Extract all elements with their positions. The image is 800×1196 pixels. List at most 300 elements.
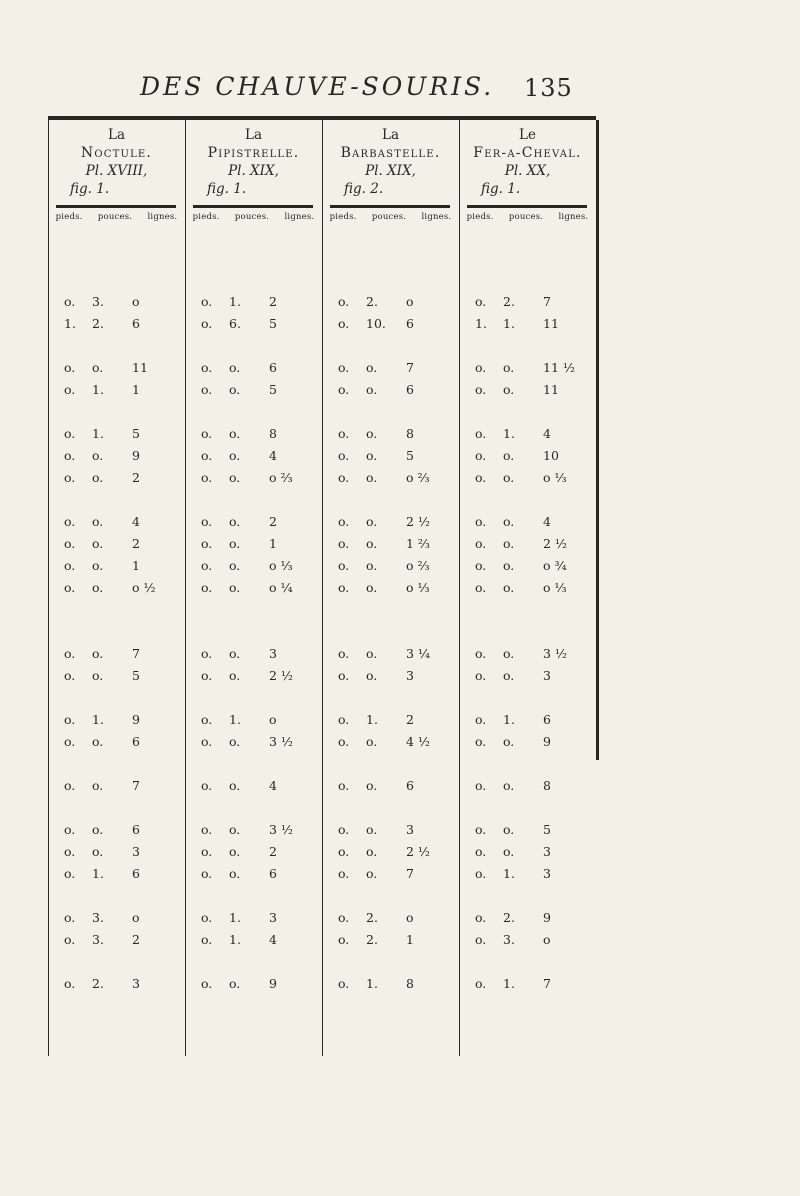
table-cell [459, 578, 596, 600]
pieds-value: o. [475, 448, 487, 463]
pieds-value: o. [201, 778, 213, 793]
table-cell [322, 446, 459, 468]
table-row [48, 974, 596, 996]
pouces-value: o. [503, 844, 515, 859]
pouces-value: o. [229, 426, 241, 441]
table-cell [185, 534, 322, 556]
pieds-value: o. [64, 382, 76, 397]
pieds-value: o. [64, 910, 76, 925]
table-row [48, 710, 596, 732]
pouces-value: 1. [229, 294, 241, 309]
table-cell [459, 710, 596, 732]
lignes-value: o ⅔ [406, 470, 430, 485]
table-row [48, 732, 596, 754]
table-cell [48, 314, 185, 336]
table-cell [48, 732, 185, 754]
table-cell [48, 776, 185, 798]
pouces-value: o. [229, 382, 241, 397]
pieds-value: o. [475, 778, 487, 793]
pouces-value: o. [503, 360, 515, 375]
pouces-value: 3. [503, 932, 515, 947]
pieds-value: o. [64, 294, 76, 309]
pouces-value: o. [229, 668, 241, 683]
pouces-value: o. [503, 470, 515, 485]
lignes-value: o ½ [132, 580, 156, 595]
pieds-value: o. [475, 558, 487, 573]
lignes-value: 9 [543, 734, 551, 749]
table-cell [185, 930, 322, 952]
lignes-value: 8 [406, 976, 414, 991]
pieds-value: o. [201, 822, 213, 837]
lignes-value: 2 ½ [269, 668, 294, 683]
table-cell [322, 534, 459, 556]
lignes-value: 2 [132, 932, 140, 947]
lignes-value: 3 [543, 866, 551, 881]
pieds-value: o. [201, 382, 213, 397]
table-cell [459, 556, 596, 578]
pouces-value: 3. [92, 932, 104, 947]
table-row [48, 292, 596, 314]
column-article: Le [519, 127, 536, 143]
table-cell [48, 710, 185, 732]
lignes-value: 4 [269, 448, 277, 463]
lignes-value: 3 ¼ [406, 646, 431, 661]
pouces-value: o. [503, 822, 515, 837]
pieds-value: o. [338, 514, 350, 529]
table-cell [459, 820, 596, 842]
lignes-value: 8 [543, 778, 551, 793]
lignes-value: 4 [132, 514, 140, 529]
pouces-value: o. [503, 668, 515, 683]
pouces-value: o. [503, 734, 515, 749]
pouces-value: 2. [366, 932, 378, 947]
pieds-value: o. [64, 448, 76, 463]
unit-pieds: pieds. [329, 212, 357, 222]
table-row [48, 644, 596, 666]
pieds-value: o. [475, 712, 487, 727]
lignes-value: 3 [269, 646, 277, 661]
lignes-value: 7 [543, 294, 551, 309]
column-figure: fig. 1. [481, 181, 521, 197]
table-cell [322, 468, 459, 490]
column-head-pipistrelle [185, 126, 322, 198]
lignes-value: 3 [269, 910, 277, 925]
pieds-value: o. [64, 580, 76, 595]
pieds-value: o. [201, 536, 213, 551]
pouces-value: o. [92, 646, 104, 661]
lignes-value: 1 ⅔ [406, 536, 431, 551]
table-cell [185, 424, 322, 446]
unit-lignes: lignes. [558, 212, 589, 222]
pouces-value: o. [503, 646, 515, 661]
pouces-value: 1. [503, 426, 515, 441]
pouces-value: 2. [92, 316, 104, 331]
pieds-value: o. [201, 844, 213, 859]
lignes-value: 5 [543, 822, 551, 837]
pieds-value: o. [64, 668, 76, 683]
table-cell [185, 578, 322, 600]
pieds-value: o. [64, 822, 76, 837]
pieds-value: o. [338, 470, 350, 485]
pieds-value: o. [201, 294, 213, 309]
lignes-value: 8 [406, 426, 414, 441]
pouces-value: o. [229, 844, 241, 859]
lignes-value: 11 [543, 382, 559, 397]
head-rule [193, 205, 313, 208]
pieds-value: o. [338, 646, 350, 661]
pieds-value: o. [64, 844, 76, 859]
lignes-value: 9 [132, 448, 140, 463]
pouces-value: o. [366, 822, 378, 837]
pieds-value: o. [64, 360, 76, 375]
pouces-value: o. [366, 382, 378, 397]
table-cell [48, 820, 185, 842]
table-row [48, 666, 596, 688]
lignes-value: o [269, 712, 277, 727]
pieds-value: o. [338, 910, 350, 925]
pouces-value: 1. [92, 712, 104, 727]
table-row [48, 358, 596, 380]
lignes-value: 3 [132, 976, 140, 991]
table-cell [185, 468, 322, 490]
column-figure: fig. 2. [344, 181, 384, 197]
lignes-value: 6 [406, 778, 414, 793]
pieds-value: o. [64, 536, 76, 551]
pouces-value: 6. [229, 316, 241, 331]
pieds-value: o. [64, 976, 76, 991]
pouces-value: 2. [366, 294, 378, 309]
pieds-value: o. [201, 668, 213, 683]
pieds-value: o. [338, 558, 350, 573]
table-row [48, 314, 596, 336]
lignes-value: 10 [543, 448, 559, 463]
lignes-value: 7 [132, 646, 140, 661]
lignes-value: 11 ½ [543, 360, 575, 375]
unit-labels [459, 212, 596, 222]
pieds-value: o. [201, 712, 213, 727]
column-plate: Pl. XIX, [365, 163, 416, 179]
pouces-value: o. [229, 734, 241, 749]
lignes-value: 3 [543, 844, 551, 859]
table-cell [48, 292, 185, 314]
pouces-value: o. [366, 448, 378, 463]
pieds-value: o. [338, 580, 350, 595]
running-head: DES CHAUVE-SOURIS. [140, 72, 495, 101]
table-cell [322, 358, 459, 380]
table-row [48, 556, 596, 578]
pieds-value: o. [475, 580, 487, 595]
pouces-value: o. [366, 778, 378, 793]
lignes-value: 4 [269, 932, 277, 947]
table-row [48, 468, 596, 490]
pieds-value: o. [475, 294, 487, 309]
pieds-value: o. [475, 470, 487, 485]
lignes-value: 6 [406, 382, 414, 397]
pouces-value: o. [229, 360, 241, 375]
pieds-value: o. [201, 580, 213, 595]
table-row [48, 534, 596, 556]
table-cell [322, 930, 459, 952]
table-cell [48, 556, 185, 578]
pouces-value: o. [229, 646, 241, 661]
table-cell [459, 974, 596, 996]
pouces-value: o. [229, 778, 241, 793]
pouces-value: o. [503, 382, 515, 397]
column-plate: Pl. XX, [504, 163, 551, 179]
unit-lignes: lignes. [284, 212, 315, 222]
pouces-value: o. [229, 822, 241, 837]
table-cell [322, 842, 459, 864]
table-cell [48, 908, 185, 930]
lignes-value: o ⅓ [406, 580, 430, 595]
lignes-value: 9 [269, 976, 277, 991]
pieds-value: o. [64, 646, 76, 661]
table-row [48, 908, 596, 930]
pouces-value: o. [92, 668, 104, 683]
pouces-value: o. [366, 844, 378, 859]
lignes-value: 5 [132, 668, 140, 683]
lignes-value: 6 [406, 316, 414, 331]
pouces-value: o. [366, 514, 378, 529]
pieds-value: o. [64, 932, 76, 947]
lignes-value: 2 [406, 712, 414, 727]
pouces-value: o. [366, 536, 378, 551]
pouces-value: 2. [503, 294, 515, 309]
lignes-value: 5 [269, 316, 277, 331]
pouces-value: o. [366, 866, 378, 881]
pieds-value: o. [475, 932, 487, 947]
pouces-value: o. [503, 448, 515, 463]
pouces-value: o. [503, 778, 515, 793]
pieds-value: o. [338, 536, 350, 551]
column-species: Pipistrelle. [207, 145, 300, 161]
pouces-value: o. [92, 778, 104, 793]
pouces-value: o. [92, 580, 104, 595]
pouces-value: o. [229, 470, 241, 485]
pouces-value: o. [366, 734, 378, 749]
pieds-value: o. [201, 470, 213, 485]
lignes-value: 8 [269, 426, 277, 441]
pieds-value: o. [475, 844, 487, 859]
lignes-value: 9 [543, 910, 551, 925]
lignes-value: 7 [406, 866, 414, 881]
column-species: Noctule. [80, 145, 153, 161]
table-right-rule [596, 120, 599, 760]
unit-pouces: pouces. [371, 212, 407, 222]
pouces-value: 10. [366, 316, 386, 331]
pouces-value: 1. [366, 976, 378, 991]
lignes-value: 2 ½ [543, 536, 568, 551]
pouces-value: 3. [92, 294, 104, 309]
lignes-value: 7 [406, 360, 414, 375]
unit-labels [322, 212, 459, 222]
pieds-value: o. [64, 426, 76, 441]
pouces-value: 1. [229, 910, 241, 925]
table-cell [459, 732, 596, 754]
lignes-value: 3 [132, 844, 140, 859]
unit-pieds: pieds. [192, 212, 220, 222]
unit-labels [48, 212, 185, 222]
pieds-value: o. [64, 514, 76, 529]
pouces-value: o. [503, 580, 515, 595]
lignes-value: o [132, 910, 140, 925]
pouces-value: 2. [92, 976, 104, 991]
table-row [48, 512, 596, 534]
pouces-value: o. [229, 866, 241, 881]
lignes-value: 2 [269, 294, 277, 309]
pouces-value: o. [366, 470, 378, 485]
table-cell [185, 512, 322, 534]
pieds-value: o. [64, 558, 76, 573]
pouces-value: o. [92, 822, 104, 837]
pieds-value: o. [475, 426, 487, 441]
table-cell [185, 842, 322, 864]
lignes-value: o ⅓ [543, 580, 567, 595]
pouces-value: 1. [92, 866, 104, 881]
pieds-value: o. [64, 470, 76, 485]
table-cell [459, 666, 596, 688]
table-cell [185, 908, 322, 930]
lignes-value: 1 [406, 932, 414, 947]
table-cell [322, 776, 459, 798]
table-row [48, 446, 596, 468]
table-cell [459, 864, 596, 886]
pieds-value: o. [338, 866, 350, 881]
pouces-value: 1. [366, 712, 378, 727]
pouces-value: o. [503, 536, 515, 551]
lignes-value: o [406, 294, 414, 309]
pieds-value: o. [338, 844, 350, 859]
pouces-value: o. [229, 536, 241, 551]
pieds-value: 1. [475, 316, 487, 331]
table-cell [185, 820, 322, 842]
pieds-value: o. [475, 514, 487, 529]
table-cell [185, 380, 322, 402]
table-cell [459, 776, 596, 798]
table-cell [459, 842, 596, 864]
table-cell [48, 864, 185, 886]
lignes-value: o [132, 294, 140, 309]
pouces-value: o. [92, 844, 104, 859]
pieds-value: o. [338, 668, 350, 683]
table-cell [459, 930, 596, 952]
pieds-value: o. [201, 976, 213, 991]
pieds-value: o. [338, 360, 350, 375]
lignes-value: 7 [543, 976, 551, 991]
pieds-value: o. [201, 514, 213, 529]
table-cell [185, 314, 322, 336]
pouces-value: o. [503, 514, 515, 529]
column-figure: fig. 1. [207, 181, 247, 197]
pieds-value: o. [64, 712, 76, 727]
pouces-value: o. [366, 668, 378, 683]
lignes-value: o ⅔ [269, 470, 293, 485]
lignes-value: 11 [543, 316, 559, 331]
pieds-value: o. [338, 734, 350, 749]
pouces-value: o. [92, 734, 104, 749]
lignes-value: 2 ½ [406, 844, 431, 859]
table-cell [322, 292, 459, 314]
pouces-value: o. [366, 426, 378, 441]
table-cell [322, 578, 459, 600]
pieds-value: o. [475, 382, 487, 397]
pieds-value: o. [475, 646, 487, 661]
lignes-value: 3 [406, 822, 414, 837]
pouces-value: o. [366, 580, 378, 595]
lignes-value: o [406, 910, 414, 925]
table-cell [185, 732, 322, 754]
table-cell [185, 358, 322, 380]
lignes-value: 3 [543, 668, 551, 683]
pouces-value: o. [92, 536, 104, 551]
pouces-value: o. [366, 360, 378, 375]
table-cell [322, 424, 459, 446]
pieds-value: o. [201, 646, 213, 661]
pieds-value: o. [64, 778, 76, 793]
pouces-value: o. [229, 558, 241, 573]
pieds-value: o. [475, 360, 487, 375]
head-rule [56, 205, 176, 208]
column-plate: Pl. XIX, [228, 163, 279, 179]
pieds-value: o. [338, 382, 350, 397]
pouces-value: o. [92, 448, 104, 463]
table-cell [459, 468, 596, 490]
lignes-value: 4 ½ [406, 734, 431, 749]
lignes-value: 5 [132, 426, 140, 441]
pouces-value: 1. [92, 382, 104, 397]
pieds-value: o. [201, 316, 213, 331]
table-cell [322, 644, 459, 666]
column-species: Barbastelle. [340, 145, 441, 161]
pouces-value: 1. [229, 932, 241, 947]
table-row [48, 864, 596, 886]
lignes-value: 11 [132, 360, 148, 375]
table-cell [459, 314, 596, 336]
pieds-value: o. [475, 910, 487, 925]
pouces-value: o. [229, 514, 241, 529]
pouces-value: o. [503, 558, 515, 573]
table-cell [459, 908, 596, 930]
lignes-value: 6 [132, 734, 140, 749]
lignes-value: o ¼ [269, 580, 293, 595]
table-cell [48, 666, 185, 688]
lignes-value: 3 ½ [269, 822, 294, 837]
lignes-value: 6 [132, 866, 140, 881]
table-row [48, 424, 596, 446]
lignes-value: 7 [132, 778, 140, 793]
lignes-value: 6 [269, 360, 277, 375]
pieds-value: o. [475, 976, 487, 991]
lignes-value: 2 [132, 470, 140, 485]
table-cell [459, 446, 596, 468]
pieds-value: o. [338, 778, 350, 793]
pouces-value: o. [92, 360, 104, 375]
lignes-value: 9 [132, 712, 140, 727]
pouces-value: 1. [503, 712, 515, 727]
table-cell [185, 710, 322, 732]
column-article: La [107, 127, 125, 143]
table-row [48, 380, 596, 402]
lignes-value: 4 [543, 426, 551, 441]
pieds-value: o. [64, 866, 76, 881]
pieds-value: o. [338, 822, 350, 837]
table-cell [322, 974, 459, 996]
table-cell [185, 556, 322, 578]
table-cell [48, 578, 185, 600]
lignes-value: o [543, 932, 551, 947]
table-cell [459, 424, 596, 446]
measurement-table [48, 116, 596, 1056]
